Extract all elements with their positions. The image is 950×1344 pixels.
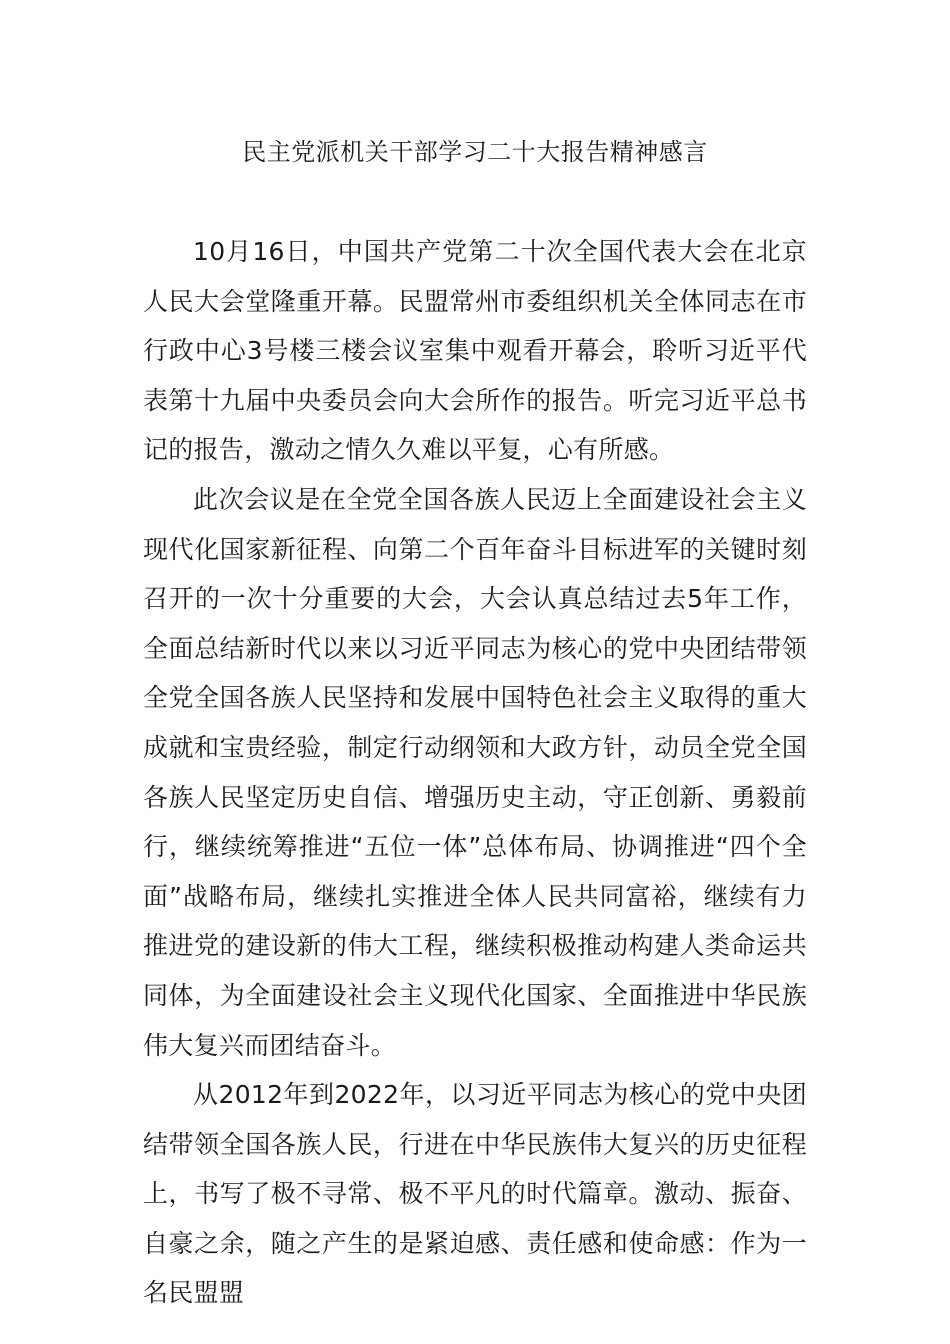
paragraph-congress-significance: 此次会议是在全党全国各族人民迈上全面建设社会主义现代化国家新征程、向第二个百年奋斗目标进军的关键时刻召开的一次十分重要的大会，大会认真总结过去5年工作，全面总结新时代以来以习近平同志为核心的党中央团结带领全党全国各族人民坚持和发展中国特色社会主义取得的重大成就和宝贵经验，制定行动纲领和大政方针，动员全党全国各族人民坚定历史自信、增强历史主动，守正创新、勇毅前行，继续统筹推进“五位一体”总体布局、协调推进“四个全面”战略布局，继续扎实推进全体人民共同富裕，继续有力推进党的建设新的伟大工程，继续积极推动构建人类命运共同体，为全面建设社会主义现代化国家、全面推进中华民族伟大复兴而团结奋斗。: [143, 484, 807, 1060]
document-body: [143, 227, 807, 1318]
paragraph-opening: 10月16日，中国共产党第二十次全国代表大会在北京人民大会堂隆重开幕。民盟常州市委组织机关全体同志在市行政中心3号楼三楼会议室集中观看开幕会，聆听习近平代表第十九届中央委员会向大会所作的报告。听完习近平总书记的报告，激动之情久久难以平复，心有所感。: [143, 237, 807, 465]
document-title: 民主党派机关干部学习二十大报告精神感言: [242, 138, 708, 166]
paragraph-decade-review: 从2012年到2022年，以习近平同志为核心的党中央团结带领全国各族人民，行进在中华民族伟大复兴的历史征程上，书写了极不寻常、极不平凡的时代篇章。激动、振奋、自豪之余，随之产生的是紧迫感、责任感和使命感：作为一名民盟盟: [143, 1080, 807, 1308]
